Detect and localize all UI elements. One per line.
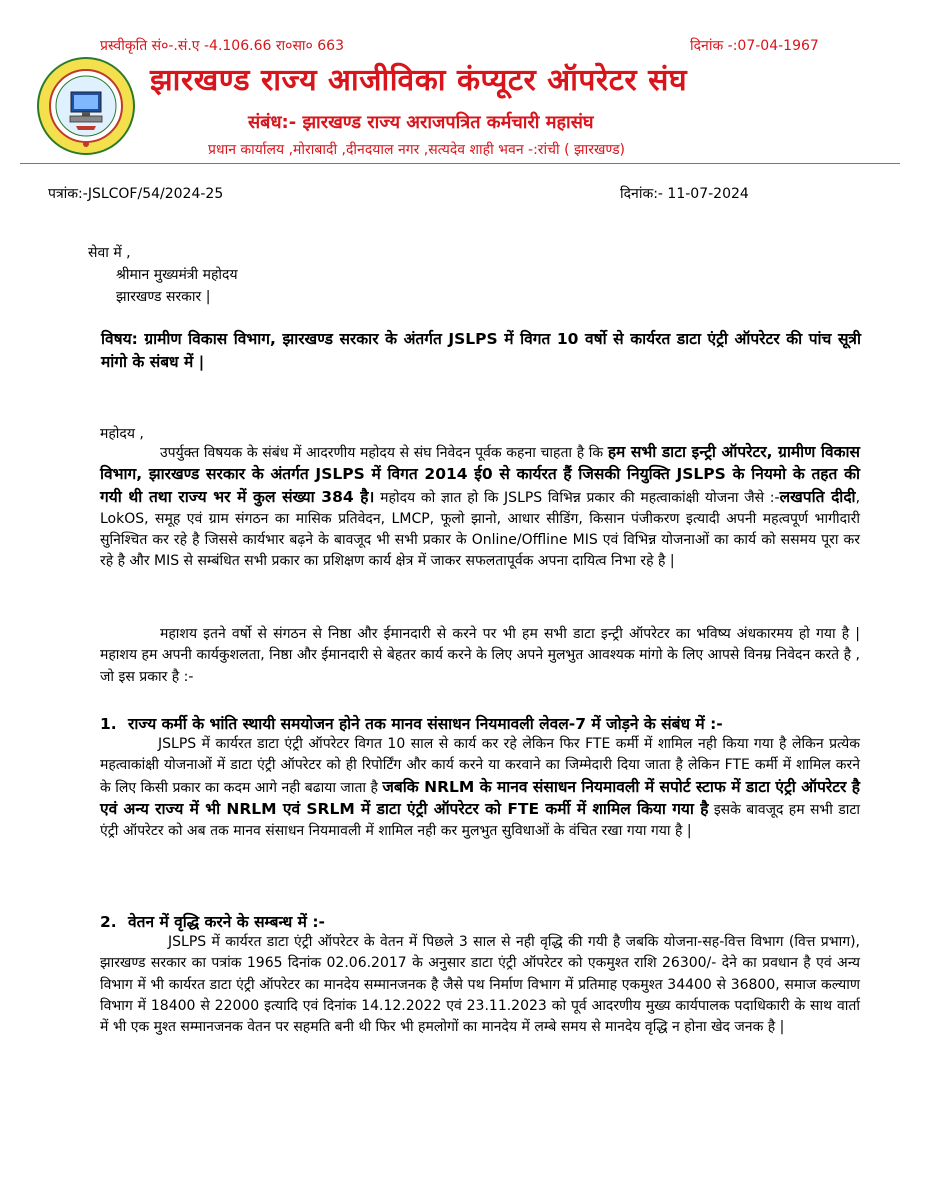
section-number: 2. [100, 913, 117, 931]
intro-text: उपर्युक्त विषयक के संबंध में आदरणीय महोदय से संघ निवेदन पूर्वक कहना चाहता है कि [160, 445, 604, 461]
subject-line: विषय: ग्रामीण विकास विभाग, झारखण्ड सरकार के अंतर्गत JSLPS में विगत 10 वर्षो से कार्यरत डाटा एंट्री ऑपरेटर की पांच सूत्री मांगो के संबध में | [101, 330, 861, 371]
intro-highlight: लखपति दीदी [779, 487, 856, 506]
office-address: प्रधान कार्यालय ,मोराबादी ,दीनदयाल नगर ,सत्यदेव शाही भवन -:रांची ( झारखण्ड) [208, 142, 626, 158]
letter-date: दिनांक:- 11-07-2024 [620, 186, 749, 202]
intro-text: महोदय को ज्ञात हो कि JSLPS विभिन्न प्रकार की महत्वाकांक्षी योजना जैसे :- [380, 489, 780, 506]
section-body: JSLPS में कार्यरत डाटा एंट्री ऑपरेटर के वेतन में पिछले 3 साल से नही वृद्धि की गयी है जबकि योजना-सह-वित्त विभाग (वित्त प्रभाग), झारखण्ड सरकार का पत्रांक 1965 दिनांक 02.06.2017 के अनुसार डाटा एंट्री ऑपरेटर को एकमुश्त राशि 26300/- देने का प्रवधान है एवं अन्य विभाग में भी कार्यरत डाटा एंट्री ऑपरेटर का मानदेय सम्मानजनक है जैसे पथ निर्माण विभाग में प्रतिमाह एकमुश्त 34400 से 36800, समाज कल्याण विभाग में 18400 से 22000 इत्यादि एवं दिनांक 14.12.2022 एवं 23.11.2023 को पूर्व आदरणीय मुख्य कार्यपालक पदाधिकारी के साथ वार्ता में भी एक मुश्त सम्मानजनक वेतन पर सहमति बनी थी फिर भी हमलोगों का मानदेय में लम्बे समय से मानदेय वृद्धि न होना खेद जनक है | [100, 934, 860, 1036]
intro-paragraph [100, 442, 860, 573]
section-body [100, 734, 860, 842]
reference-number: पत्रांक:-JSLCOF/54/2024-25 [48, 186, 224, 202]
request-paragraph: महाशय इतने वर्षो से संगठन से निष्ठा और ईमानदारी से करने पर भी हम सभी डाटा इन्ट्री ऑपरेटर का भविष्य अंधकारमय हो गया है | महाशय हम अपनी कार्यकुशलता, निष्ठा और ईमानदारी से बेहतर कार्य करने के लिए अपने मुलभुत आवश्यक मांगो के लिए आपसे विनम्र निवेदन करते है , जो इस प्रकार है :- [100, 626, 860, 685]
section-number: 1. [100, 715, 117, 733]
section-text: JSLPS में कार्यरत डाटा एंट्री ऑपरेटर विगत 10 साल से कार्य कर रहे लेकिन फिर FTE कर्मी में शामिल नही किया गया है लेकिन प्रत्येक महत्वाकांक्षी योजनाओं में डाटा एंट्री ऑपरेटर को ही रिपोर्टिंग और कार्य करने या करवाने का जिम्मेदारी दिया जाता है लेकिन FTE कर्मी में शामिल करने के लिए किसी प्रकार का कदम आगे नही बढाया जाता है [100, 736, 860, 796]
addressee-line: सेवा में , [88, 245, 131, 261]
established-date: दिनांक -:07-04-1967 [690, 38, 819, 54]
salutation: महोदय , [100, 426, 144, 442]
section-heading [100, 712, 723, 734]
section-title: राज्य कर्मी के भांति स्थायी समयोजन होने तक मानव संसाधन नियमावली लेवल-7 में जोड़ने के संबंध में :- [128, 715, 723, 733]
section-heading [100, 910, 325, 932]
intro-highlight: हम सभी डाटा इन्ट्री ऑपरेटर, ग्रामीण विकास विभाग, झारखण्ड सरकार के अंतर्गत JSLPS में विगत 2014 ई0 से कार्यरत हैं जिसकी नियुक्ति JSLPS के नियमो के तहत की गयी थी तथा राज्य भर में कुल संख्या 384 है। [100, 443, 860, 506]
addressee-line: झारखण्ड सरकार | [116, 289, 211, 305]
organization-name: झारखण्ड राज्य आजीविका कंप्यूटर ऑपरेटर संघ [150, 63, 688, 98]
organization-logo-icon [36, 56, 136, 156]
section-highlight: जबकि NRLM के मानव संसाधन नियमावली में सपोर्ट स्टाफ में डाटा एंट्री ऑपरेटर है एवं अन्य राज्य में भी NRLM एवं SRLM में डाटा एंट्री ऑपरेटर को FTE कर्मी में शामिल किया गया है [100, 777, 861, 818]
affiliation-line: संबंध:- झारखण्ड राज्य अराजपत्रित कर्मचारी महासंघ [248, 112, 594, 133]
registration-number: प्रस्वीकृति सं०-.सं.ए -4.106.66 रा०सा० 663 [100, 38, 345, 54]
addressee-line: श्रीमान मुख्यमंत्री महोदय [116, 267, 238, 283]
section-title: वेतन में वृद्धि करने के सम्बन्ध में :- [128, 913, 325, 931]
addressee-block [88, 242, 238, 308]
section-text: इसके बावजूद हम सभी डाटा एंट्री ऑपरेटर को अब तक मानव संसाधन नियमावली में शामिल नही कर मुलभुत सुविधाओं के वंचित रखा गया गया है | [100, 801, 861, 840]
header-divider [20, 163, 900, 164]
intro-text: , LokOS, समूह एवं ग्राम संगठन का मासिक प्रतिवेदन, LMCP, फूलो झानो, आधार सीडिंग, किसान पंजीकरण इत्यादी अपनी महत्वपूर्ण भागीदारी सुनिश्चित कर रहे है जिससे कार्यभार बढ़ने के बावजूद भी सभी प्रकार के Online/Offline MIS एवं विभिन्न योजनाओं का कार्य को ससमय पूरा कर रहे है और MIS से सम्बंधित सभी प्रकार का प्रशिक्षण कार्य क्षेत्र में जाकर सफलतापूर्वक अपना दायित्व निभा रहे है | [100, 489, 861, 570]
